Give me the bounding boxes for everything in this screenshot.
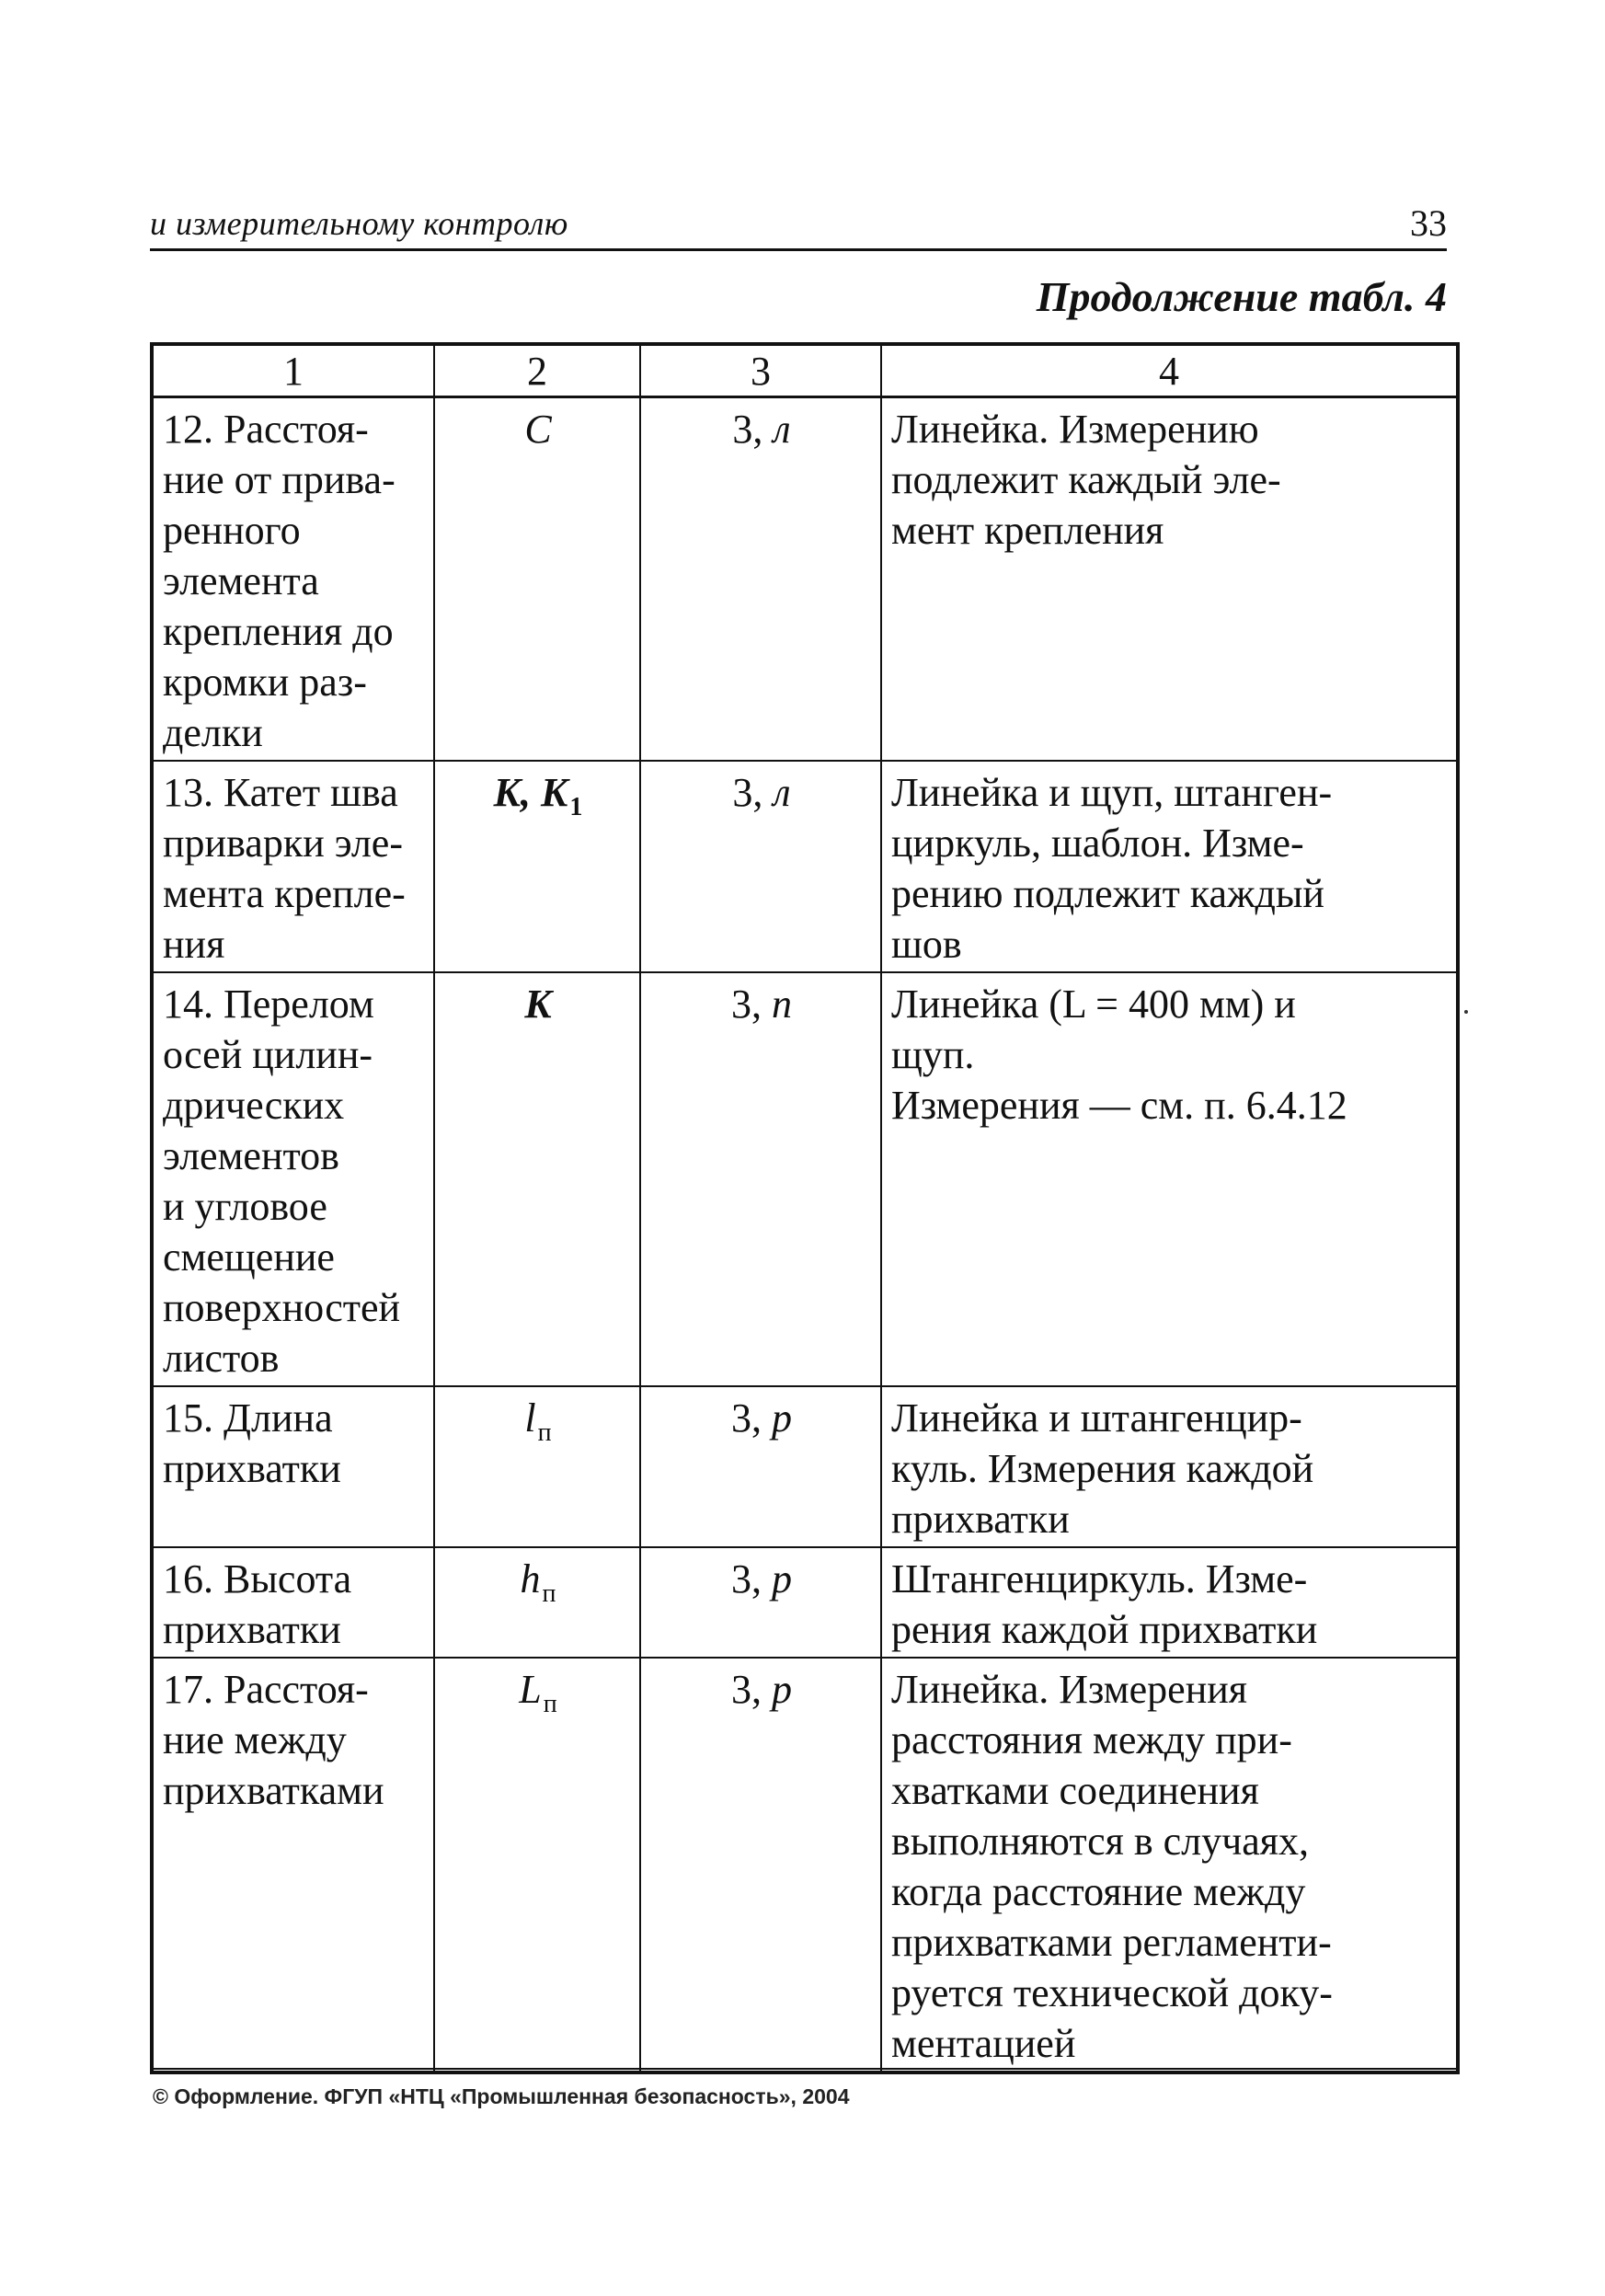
symbol-cell (434, 1658, 640, 2072)
page-number: 33 (1410, 202, 1447, 244)
grade-letter: л (773, 770, 791, 815)
column-header: 3 (640, 344, 881, 397)
grade-number: 3, (731, 1667, 772, 1712)
item-cell: 15. Длина прихватки (152, 1386, 434, 1547)
grade-number: 3, (732, 407, 774, 452)
method-cell: Линейка. Измерения расстояния между при- хватками соединения выполняются в случаях, когда расстояние между прихватками регламенти- руется технической доку- ментацией (881, 1658, 1458, 2072)
table-header-row (152, 344, 1458, 397)
grade-letter: р (772, 1556, 792, 1601)
symbol-subscript: п (542, 1579, 556, 1608)
symbol-text: C (524, 407, 552, 452)
method-cell: Линейка и щуп, штанген- циркуль, шаблон. Изме- рению подлежит каждый шов (881, 761, 1458, 972)
symbol-subscript: 1 (569, 793, 583, 821)
method-cell: Линейка (L = 400 мм) и щуп. Измерения — см. п. 6.4.12 (881, 972, 1458, 1386)
method-cell: Линейка. Измерению подлежит каждый эле- мент крепления (881, 397, 1458, 762)
copyright-footer: © Оформление. ФГУП «НТЦ «Промышленная безопасность», 2004 (153, 2084, 850, 2108)
grade-number: 3, (732, 770, 774, 815)
table-row (152, 972, 1458, 1386)
grade-cell (640, 761, 881, 972)
grade-cell (640, 397, 881, 762)
item-cell: 16. Высота прихватки (152, 1547, 434, 1658)
item-cell: 13. Катет шва приварки эле- мента крепле- ния (152, 761, 434, 972)
table-row (152, 1658, 1458, 2072)
grade-number: 3, (731, 982, 772, 1027)
footer-divider-thin (150, 2073, 1456, 2074)
table-continuation-caption: Продолжение табл. 4 (1036, 273, 1447, 320)
symbol-text: h (520, 1556, 541, 1601)
method-cell: Штангенциркуль. Изме- рения каждой прихватки (881, 1547, 1458, 1658)
grade-letter: р (772, 1667, 792, 1712)
symbol-cell (434, 1386, 640, 1547)
symbol-cell (434, 397, 640, 762)
grade-number: 3, (731, 1556, 772, 1601)
running-header (150, 201, 1447, 251)
symbol-subscript: п (537, 1418, 552, 1447)
footer-divider (150, 2068, 1456, 2070)
table-container (150, 342, 1456, 2074)
control-table (150, 342, 1460, 2074)
grade-cell (640, 1658, 881, 2072)
method-cell: Линейка и штангенцир- куль. Измерения каждой прихватки (881, 1386, 1458, 1547)
column-header: 2 (434, 344, 640, 397)
symbol-cell (434, 972, 640, 1386)
grade-cell (640, 972, 881, 1386)
table-row (152, 397, 1458, 762)
table-row (152, 1386, 1458, 1547)
column-header: 1 (152, 344, 434, 397)
symbol-cell (434, 1547, 640, 1658)
symbol-subscript: п (543, 1690, 557, 1718)
symbol-text: L (519, 1667, 542, 1712)
grade-number: 3, (731, 1395, 772, 1441)
symbol-text: K, K (493, 770, 568, 815)
grade-cell (640, 1386, 881, 1547)
table-row (152, 1547, 1458, 1658)
column-header: 4 (881, 344, 1458, 397)
symbol-text: l (524, 1395, 536, 1441)
running-title: и измерительному контролю (150, 205, 568, 242)
grade-cell (640, 1547, 881, 1658)
grade-letter: л (773, 407, 791, 452)
symbol-cell (434, 761, 640, 972)
item-cell: 12. Расстоя- ние от прива- ренного элемента крепления до кромки раз- делки (152, 397, 434, 762)
symbol-text: K (524, 982, 552, 1027)
item-cell: 14. Перелом осей цилин- дрических элементов и угловое смещение поверхностей листов (152, 972, 434, 1386)
scan-speck (1464, 1010, 1468, 1014)
grade-letter: р (772, 1395, 792, 1441)
table-row (152, 761, 1458, 972)
grade-letter: п (772, 982, 792, 1027)
item-cell: 17. Расстоя- ние между прихватками (152, 1658, 434, 2072)
